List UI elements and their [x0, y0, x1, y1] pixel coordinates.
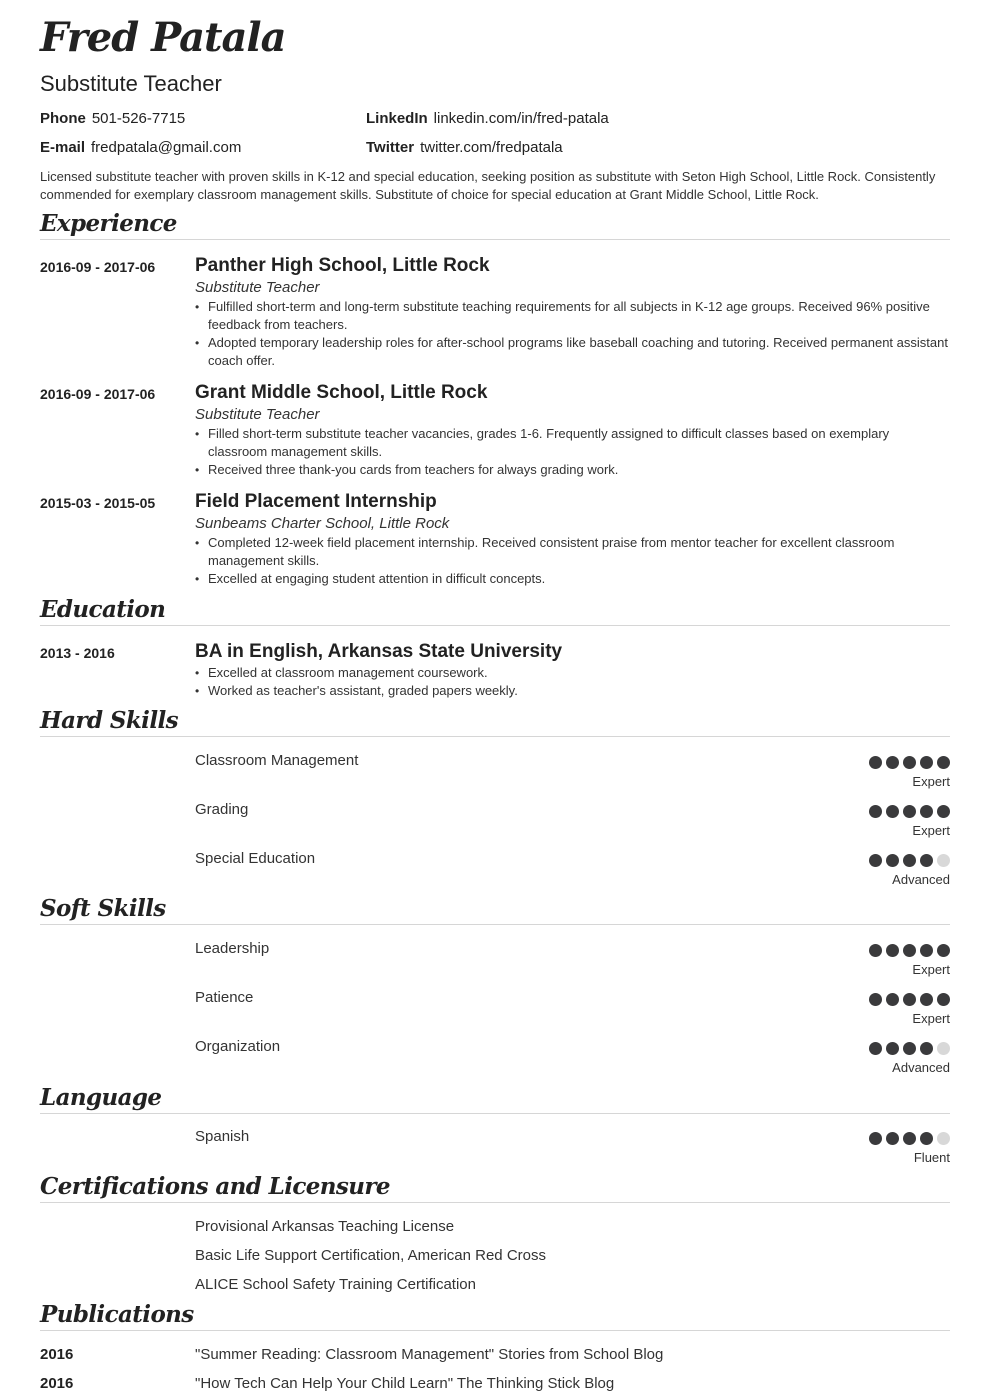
contact-value: fredpatala@gmail.com: [91, 139, 242, 156]
bullet-list: [195, 534, 950, 588]
publication-year: 2016: [40, 1346, 74, 1363]
rating-dot-filled: [869, 993, 882, 1006]
contact-label: LinkedIn: [366, 110, 428, 127]
language-rating: [869, 1132, 950, 1145]
education-entry: [195, 640, 950, 700]
section-title-experience: Experience: [40, 210, 950, 240]
publication-title: "How Tech Can Help Your Child Learn" The Thinking Stick Blog: [195, 1375, 615, 1392]
entry-subtitle: Substitute Teacher: [195, 279, 320, 296]
skill-rating: [869, 805, 950, 818]
bullet-item: • Worked as teacher's assistant, graded papers weekly.: [195, 682, 950, 700]
publication-year: 2016: [40, 1375, 74, 1392]
rating-dot-filled: [903, 1132, 916, 1145]
rating-dot-filled: [937, 756, 950, 769]
rating-dot-filled: [869, 1132, 882, 1145]
entry-dates: 2016-09 - 2017-06: [40, 259, 156, 275]
bullet-item: • Excelled at classroom management coursework.: [195, 664, 950, 682]
experience-entry: [195, 490, 950, 588]
bullet-list: [195, 425, 950, 479]
rating-dot-filled: [920, 993, 933, 1006]
skill-rating: [869, 993, 950, 1006]
entry-title: Panther High School, Little Rock: [195, 255, 490, 276]
rating-dot-filled: [886, 756, 899, 769]
contact-value: linkedin.com/in/fred-patala: [433, 110, 609, 127]
skill-level: Advanced: [892, 872, 950, 887]
rating-dot-filled: [886, 944, 899, 957]
section-title-hard-skills: Hard Skills: [40, 707, 950, 737]
rating-dot-filled: [920, 756, 933, 769]
rating-dot-filled: [920, 1042, 933, 1055]
bullet-item: • Received three thank-you cards from teachers for always grading work.: [195, 461, 950, 479]
language-level: Fluent: [913, 1150, 950, 1165]
entry-subtitle: Substitute Teacher: [195, 406, 320, 423]
rating-dot-filled: [903, 944, 916, 957]
section-title-certifications: Certifications and Licensure: [40, 1173, 950, 1203]
contact-value: 501-526-7715: [91, 110, 186, 127]
rating-dot-filled: [869, 1042, 882, 1055]
skill-name: Grading: [195, 801, 249, 818]
experience-entry: [195, 254, 950, 370]
rating-dot-filled: [937, 993, 950, 1006]
rating-dot-filled: [903, 993, 916, 1006]
rating-dot-filled: [869, 854, 882, 867]
certification-item: Provisional Arkansas Teaching License: [195, 1218, 455, 1235]
contact-twitter: [366, 139, 563, 156]
bullet-list: [195, 298, 950, 370]
rating-dot-filled: [920, 944, 933, 957]
rating-dot-filled: [886, 805, 899, 818]
rating-dot-filled: [869, 944, 882, 957]
candidate-role: Substitute Teacher: [40, 71, 222, 96]
skill-level: Advanced: [892, 1060, 950, 1075]
rating-dot-filled: [903, 1042, 916, 1055]
skill-level: Expert: [912, 962, 950, 977]
contact-email: [40, 139, 241, 156]
bullet-item: • Adopted temporary leadership roles for after-school programs like baseball coaching and tutoring. Received permanent assistant coach offer.: [195, 334, 950, 370]
entry-subtitle: Sunbeams Charter School, Little Rock: [195, 515, 450, 532]
rating-dot-filled: [903, 805, 916, 818]
skill-name: Classroom Management: [195, 752, 359, 769]
rating-dot-filled: [903, 854, 916, 867]
rating-dot-filled: [920, 805, 933, 818]
rating-dot-filled: [920, 1132, 933, 1145]
rating-dot-filled: [869, 756, 882, 769]
rating-dot-empty: [937, 1132, 950, 1145]
rating-dot-filled: [886, 854, 899, 867]
skill-level: Expert: [912, 774, 950, 789]
rating-dot-filled: [937, 944, 950, 957]
bullet-item: • Completed 12-week field placement internship. Received consistent praise from mentor teacher for excellent classroom management skills.: [195, 534, 950, 570]
entry-title: BA in English, Arkansas State University: [195, 641, 563, 662]
section-title-language: Language: [40, 1084, 950, 1114]
entry-dates: 2013 - 2016: [40, 645, 115, 661]
section-title-publications: Publications: [40, 1301, 950, 1331]
skill-rating: [869, 756, 950, 769]
contact-label: E-mail: [40, 139, 86, 156]
certification-item: ALICE School Safety Training Certification: [195, 1276, 476, 1293]
language-name: Spanish: [195, 1128, 250, 1145]
bullet-list: [195, 664, 950, 700]
skill-rating: [869, 944, 950, 957]
certification-item: Basic Life Support Certification, American Red Cross: [195, 1247, 546, 1264]
rating-dot-empty: [937, 1042, 950, 1055]
contact-linkedin: [366, 110, 609, 127]
rating-dot-filled: [937, 805, 950, 818]
bullet-item: • Filled short-term substitute teacher vacancies, grades 1-6. Frequently assigned to difficult classes based on exemplary classroom management skills.: [195, 425, 950, 461]
contact-label: Twitter: [366, 139, 415, 156]
skill-name: Organization: [195, 1038, 281, 1055]
contact-value: twitter.com/fredpatala: [420, 139, 563, 156]
contact-phone: [40, 110, 185, 127]
section-title-education: Education: [40, 596, 950, 626]
skill-name: Special Education: [195, 850, 316, 867]
skill-level: Expert: [912, 1011, 950, 1026]
rating-dot-filled: [886, 993, 899, 1006]
skill-level: Expert: [912, 823, 950, 838]
rating-dot-empty: [937, 854, 950, 867]
entry-dates: 2015-03 - 2015-05: [40, 495, 156, 511]
publication-title: "Summer Reading: Classroom Management" Stories from School Blog: [195, 1346, 664, 1363]
entry-title: Grant Middle School, Little Rock: [195, 382, 488, 403]
bullet-item: • Fulfilled short-term and long-term substitute teaching requirements for all subjects in K-12 age groups. Received 96% positive feedback from teachers.: [195, 298, 950, 334]
bullet-item: • Excelled at engaging student attention in difficult concepts.: [195, 570, 950, 588]
skill-rating: [869, 854, 950, 867]
skill-rating: [869, 1042, 950, 1055]
contact-label: Phone: [40, 110, 86, 127]
entry-title: Field Placement Internship: [195, 491, 437, 512]
summary: Licensed substitute teacher with proven skills in K-12 and special education, seeking position as substitute with Seton High School, Little Rock. Consistently commended for exemplary classroom management skills. Substitute of choice for special education at Grant Middle School, Little Rock.: [40, 169, 936, 202]
experience-entry: [195, 381, 950, 479]
rating-dot-filled: [886, 1042, 899, 1055]
rating-dot-filled: [869, 805, 882, 818]
rating-dot-filled: [903, 756, 916, 769]
entry-dates: 2016-09 - 2017-06: [40, 386, 156, 402]
rating-dot-filled: [920, 854, 933, 867]
candidate-name: Fred Patala: [40, 14, 286, 61]
skill-name: Leadership: [195, 940, 270, 957]
skill-name: Patience: [195, 989, 254, 1006]
rating-dot-filled: [886, 1132, 899, 1145]
section-title-soft-skills: Soft Skills: [40, 895, 950, 925]
